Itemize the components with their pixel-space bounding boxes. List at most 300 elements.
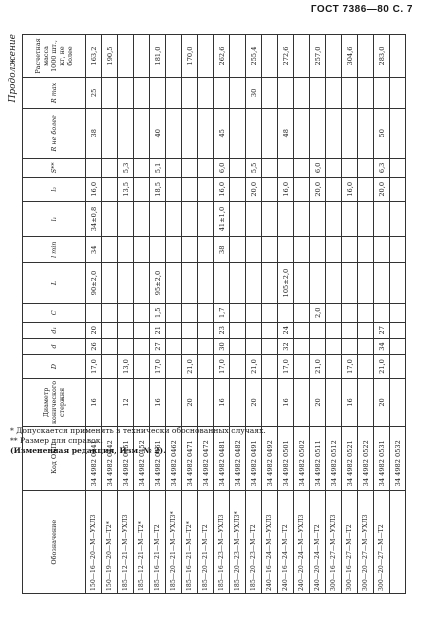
cell-d1 (262, 322, 278, 338)
cell-C (198, 303, 214, 322)
cell-designation: 300—20—27—М—УХЛ3 (358, 491, 374, 594)
cell-R-max (134, 78, 150, 109)
cell-d: 30 (214, 338, 230, 354)
table-row (246, 35, 262, 594)
cell-R (310, 108, 326, 158)
cell-mass (326, 35, 342, 78)
cell-C (118, 303, 134, 322)
cell-designation: 185—20—23—М—УХЛ3* (230, 491, 246, 594)
cell-R (102, 108, 118, 158)
cell-shank-diameter (262, 378, 278, 426)
cell-shank-diameter: 16 (150, 378, 166, 426)
cell-l-min (262, 237, 278, 263)
cell-R (358, 108, 374, 158)
cell-l1 (150, 201, 166, 237)
table-row (262, 35, 278, 594)
cell-okp: 34 4982 0441 (86, 426, 102, 490)
cell-R (182, 108, 198, 158)
cell-l-min (374, 237, 390, 263)
cell-l-min: 38 (214, 237, 230, 263)
cell-okp: 34 4982 0462 (166, 426, 182, 490)
cell-l-min: 34 (86, 237, 102, 263)
table-row (278, 35, 294, 594)
table-row (358, 35, 374, 594)
cell-C (278, 303, 294, 322)
cell-l1 (262, 201, 278, 237)
cell-d1: 20 (86, 322, 102, 338)
cell-l-min (102, 237, 118, 263)
cell-S (86, 158, 102, 177)
cell-D (390, 355, 406, 379)
cell-C (86, 303, 102, 322)
table-row (294, 35, 310, 594)
table-row (102, 35, 118, 594)
cell-C (294, 303, 310, 322)
table-row (310, 35, 326, 594)
cell-S (326, 158, 342, 177)
cell-C (374, 303, 390, 322)
cell-mass: 272,6 (278, 35, 294, 78)
cell-okp: 34 4982 0471 (182, 426, 198, 490)
table-row (86, 35, 102, 594)
col-d: d (23, 338, 86, 354)
cell-okp: 34 4982 0482 (230, 426, 246, 490)
cell-R-max (342, 78, 358, 109)
continuation-label: Продолжение (8, 34, 18, 103)
cell-l-min (118, 237, 134, 263)
cell-L (230, 263, 246, 304)
cell-l1 (166, 201, 182, 237)
page-header: ГОСТ 7386—80 С. 7 (310, 4, 413, 15)
cell-R (166, 108, 182, 158)
cell-d1 (166, 322, 182, 338)
cell-d1 (326, 322, 342, 338)
cell-designation: 185—20—23—М—Т2 (246, 491, 262, 594)
cell-okp: 34 4982 0531 (374, 426, 390, 490)
cell-C (182, 303, 198, 322)
cell-mass: 283,0 (374, 35, 390, 78)
cell-R-max (198, 78, 214, 109)
cell-mass: 262,6 (214, 35, 230, 78)
cell-R-max: 30 (246, 78, 262, 109)
cell-l-min (182, 237, 198, 263)
cell-l2 (102, 177, 118, 201)
cell-okp: 34 4982 0511 (310, 426, 326, 490)
cell-D (294, 355, 310, 379)
table-row (214, 35, 230, 594)
cell-l1 (102, 201, 118, 237)
cell-l2 (182, 177, 198, 201)
cell-S (262, 158, 278, 177)
footnote-2: ** Размер для справок. (10, 436, 103, 445)
cell-l2 (134, 177, 150, 201)
cell-l1 (390, 201, 406, 237)
cell-R (118, 108, 134, 158)
cell-S: 6,3 (374, 158, 390, 177)
cell-C (342, 303, 358, 322)
cell-mass (118, 35, 134, 78)
cell-l-min (246, 237, 262, 263)
cell-l2 (326, 177, 342, 201)
cell-C: 2,0 (310, 303, 326, 322)
cell-L (246, 263, 262, 304)
cell-L (390, 263, 406, 304)
cell-designation: 300—20—27—М—Т2 (374, 491, 390, 594)
table-row (134, 35, 150, 594)
cell-d (182, 338, 198, 354)
cell-L (294, 263, 310, 304)
col-designation: Обозначение (23, 491, 86, 594)
cell-okp: 34 4982 0452 (134, 426, 150, 490)
table-row (182, 35, 198, 594)
cell-mass (166, 35, 182, 78)
cell-D (134, 355, 150, 379)
cell-R-max (230, 78, 246, 109)
cell-designation: 185—12—21—М—УХЛ3 (118, 491, 134, 594)
cell-S: 6,0 (214, 158, 230, 177)
cell-R: 50 (374, 108, 390, 158)
cell-S: 5,5 (246, 158, 262, 177)
cell-L (310, 263, 326, 304)
cell-R-max (102, 78, 118, 109)
cell-L (102, 263, 118, 304)
cell-d1 (342, 322, 358, 338)
cell-R (390, 108, 406, 158)
col-D: D (23, 355, 86, 379)
cell-l2 (198, 177, 214, 201)
cell-designation (390, 491, 406, 594)
cell-shank-diameter: 16 (278, 378, 294, 426)
col-l2: l₂ (23, 177, 86, 201)
cell-okp: 34 4982 0461 (150, 426, 166, 490)
table-row (230, 35, 246, 594)
cell-C (390, 303, 406, 322)
cell-d1 (310, 322, 326, 338)
cell-R (230, 108, 246, 158)
cell-shank-diameter: 20 (374, 378, 390, 426)
cell-D: 17,0 (214, 355, 230, 379)
table-row (390, 35, 406, 594)
cell-l2 (166, 177, 182, 201)
cell-okp: 34 4982 0532 (390, 426, 406, 490)
table-row (150, 35, 166, 594)
cell-l-min (230, 237, 246, 263)
cell-L (374, 263, 390, 304)
table-header-row (23, 35, 86, 594)
cell-shank-diameter (230, 378, 246, 426)
cell-d1 (198, 322, 214, 338)
cell-L (166, 263, 182, 304)
col-R: R не более (23, 108, 86, 158)
cell-l2: 20,0 (246, 177, 262, 201)
cell-l1 (134, 201, 150, 237)
cell-shank-diameter (134, 378, 150, 426)
cell-R (294, 108, 310, 158)
cell-designation: 150—16—20—М—УХЛ3 (86, 491, 102, 594)
cell-R-max (262, 78, 278, 109)
cell-l1 (294, 201, 310, 237)
cell-l2: 20,0 (374, 177, 390, 201)
cell-l-min (294, 237, 310, 263)
cell-designation: 240—20—24—М—Т2 (310, 491, 326, 594)
cell-d (246, 338, 262, 354)
cell-d (262, 338, 278, 354)
cell-l2: 16,0 (214, 177, 230, 201)
cell-l2 (230, 177, 246, 201)
cell-D: 17,0 (86, 355, 102, 379)
cell-designation: 185—16—23—М—УХЛ3 (214, 491, 230, 594)
cell-L (214, 263, 230, 304)
cell-okp: 34 4982 0501 (278, 426, 294, 490)
cell-C (358, 303, 374, 322)
cell-mass (390, 35, 406, 78)
cell-designation: 185—12—21—М—Т2* (134, 491, 150, 594)
cell-d1 (102, 322, 118, 338)
cell-S (278, 158, 294, 177)
cell-d1: 21 (150, 322, 166, 338)
cell-d (198, 338, 214, 354)
cell-mass: 257,0 (310, 35, 326, 78)
col-L: L (23, 263, 86, 304)
footnote-3: (Измененная редакция, Изм. № 2). (10, 446, 166, 455)
cell-d: 34 (374, 338, 390, 354)
cell-d1 (230, 322, 246, 338)
cell-L: 90±2,0 (86, 263, 102, 304)
cell-d1 (134, 322, 150, 338)
cell-designation: 240—16—24—М—УХЛ3 (262, 491, 278, 594)
cell-R-max: 25 (86, 78, 102, 109)
cell-l-min (358, 237, 374, 263)
table-row (326, 35, 342, 594)
cell-R (246, 108, 262, 158)
cell-shank-diameter: 20 (182, 378, 198, 426)
cell-designation: 150—19—20—М—Т2* (102, 491, 118, 594)
cell-D: 17,0 (150, 355, 166, 379)
cell-l1 (230, 201, 246, 237)
cell-R: 48 (278, 108, 294, 158)
cell-d1: 27 (374, 322, 390, 338)
cell-l2: 16,0 (342, 177, 358, 201)
cell-L (118, 263, 134, 304)
cell-S (358, 158, 374, 177)
cell-d: 26 (86, 338, 102, 354)
cell-S (102, 158, 118, 177)
cell-designation: 300—16—27—М—УХЛ3 (326, 491, 342, 594)
cell-shank-diameter: 16 (214, 378, 230, 426)
cell-designation: 185—20—21—М—Т2 (198, 491, 214, 594)
cell-D (358, 355, 374, 379)
cell-R (326, 108, 342, 158)
cell-designation: 185—16—21—М—Т2 (150, 491, 166, 594)
cell-okp: 34 4982 0512 (326, 426, 342, 490)
cell-okp: 34 4982 0491 (246, 426, 262, 490)
col-okp: Код ОКП (23, 426, 86, 490)
cell-l2: 13,5 (118, 177, 134, 201)
cell-R-max (214, 78, 230, 109)
cell-shank-diameter (166, 378, 182, 426)
cell-S (342, 158, 358, 177)
table-row (198, 35, 214, 594)
col-mass: Расчетная масса 1000 шт., кг, не более (23, 35, 86, 78)
cell-C: 1,7 (214, 303, 230, 322)
cell-l2: 20,0 (310, 177, 326, 201)
cell-l1 (310, 201, 326, 237)
cell-l1 (374, 201, 390, 237)
cell-d1 (118, 322, 134, 338)
cell-l1 (358, 201, 374, 237)
cell-shank-diameter (198, 378, 214, 426)
cell-d (310, 338, 326, 354)
cell-d: 27 (150, 338, 166, 354)
cell-R: 40 (150, 108, 166, 158)
cell-mass (262, 35, 278, 78)
cell-D: 17,0 (278, 355, 294, 379)
cell-R-max (310, 78, 326, 109)
cell-shank-diameter: 16 (342, 378, 358, 426)
cell-okp: 34 4982 0521 (342, 426, 358, 490)
cell-S (230, 158, 246, 177)
cell-S: 5,1 (150, 158, 166, 177)
cell-shank-diameter: 16 (86, 378, 102, 426)
cell-mass: 181,0 (150, 35, 166, 78)
cell-S (166, 158, 182, 177)
cell-R-max (182, 78, 198, 109)
cell-d (358, 338, 374, 354)
cell-shank-diameter: 20 (310, 378, 326, 426)
cell-R-max (150, 78, 166, 109)
cell-mass: 304,6 (342, 35, 358, 78)
cell-designation: 185—20—21—М—УХЛ3* (166, 491, 182, 594)
cell-C (134, 303, 150, 322)
cell-l1 (182, 201, 198, 237)
cell-mass (358, 35, 374, 78)
table-body (86, 35, 406, 594)
cell-mass: 163,2 (86, 35, 102, 78)
cell-l-min (326, 237, 342, 263)
cell-L (198, 263, 214, 304)
cell-D (198, 355, 214, 379)
footnote-1: * Допускается применять в технически обоснованных случаях. (10, 426, 266, 435)
cell-d1 (358, 322, 374, 338)
cell-shank-diameter: 12 (118, 378, 134, 426)
cell-l2 (262, 177, 278, 201)
cell-d (294, 338, 310, 354)
cell-L (358, 263, 374, 304)
cell-C (326, 303, 342, 322)
cell-shank-diameter (358, 378, 374, 426)
cell-R (342, 108, 358, 158)
cell-mass (294, 35, 310, 78)
cell-L (262, 263, 278, 304)
cell-D: 21,0 (246, 355, 262, 379)
cell-l1: 41±1,0 (214, 201, 230, 237)
cell-d (134, 338, 150, 354)
cell-designation: 185—16—21—М—Т2* (182, 491, 198, 594)
cell-mass: 170,0 (182, 35, 198, 78)
cell-d (390, 338, 406, 354)
cell-R (198, 108, 214, 158)
cell-S (134, 158, 150, 177)
col-C: C (23, 303, 86, 322)
cell-shank-diameter (326, 378, 342, 426)
cell-D: 21,0 (182, 355, 198, 379)
cell-d (230, 338, 246, 354)
cell-shank-diameter (294, 378, 310, 426)
cell-D (262, 355, 278, 379)
cell-l-min (278, 237, 294, 263)
cell-l-min (310, 237, 326, 263)
cell-R-max (166, 78, 182, 109)
cell-l-min (150, 237, 166, 263)
cell-L (182, 263, 198, 304)
cell-S (294, 158, 310, 177)
cell-mass: 190,5 (102, 35, 118, 78)
cell-d1 (246, 322, 262, 338)
cell-D (230, 355, 246, 379)
cell-L (342, 263, 358, 304)
cell-mass (134, 35, 150, 78)
col-R-max: R max (23, 78, 86, 109)
cell-L: 95±2,0 (150, 263, 166, 304)
cell-L (134, 263, 150, 304)
cell-S (198, 158, 214, 177)
cell-d: 32 (278, 338, 294, 354)
cell-l1 (278, 201, 294, 237)
cell-C: 1,5 (150, 303, 166, 322)
cell-l-min (342, 237, 358, 263)
cell-S (182, 158, 198, 177)
cell-mass (198, 35, 214, 78)
cell-D (102, 355, 118, 379)
cell-d1 (390, 322, 406, 338)
cell-d (342, 338, 358, 354)
cell-R-max (390, 78, 406, 109)
dimensions-table (22, 34, 406, 594)
cell-shank-diameter (102, 378, 118, 426)
cell-okp: 34 4982 0492 (262, 426, 278, 490)
rotated-table-block (8, 34, 402, 594)
cell-R-max (326, 78, 342, 109)
cell-C (230, 303, 246, 322)
table-row (342, 35, 358, 594)
cell-l-min (134, 237, 150, 263)
cell-l2: 18,5 (150, 177, 166, 201)
table-row (118, 35, 134, 594)
cell-shank-diameter (390, 378, 406, 426)
cell-C (166, 303, 182, 322)
cell-D: 17,0 (342, 355, 358, 379)
cell-D: 21,0 (374, 355, 390, 379)
cell-R-max (358, 78, 374, 109)
cell-D: 13,0 (118, 355, 134, 379)
cell-R: 45 (214, 108, 230, 158)
cell-designation: 240—20—24—М—УХЛ3 (294, 491, 310, 594)
cell-C (246, 303, 262, 322)
cell-l2: 16,0 (278, 177, 294, 201)
cell-l1 (246, 201, 262, 237)
cell-R (134, 108, 150, 158)
cell-R-max (118, 78, 134, 109)
cell-shank-diameter: 20 (246, 378, 262, 426)
cell-S: 5,3 (118, 158, 134, 177)
cell-mass: 255,4 (246, 35, 262, 78)
cell-d (326, 338, 342, 354)
cell-l1 (342, 201, 358, 237)
cell-d (166, 338, 182, 354)
col-shank-diameter: Диаметр конического стержня (23, 378, 86, 426)
cell-R: 38 (86, 108, 102, 158)
cell-S: 6,0 (310, 158, 326, 177)
